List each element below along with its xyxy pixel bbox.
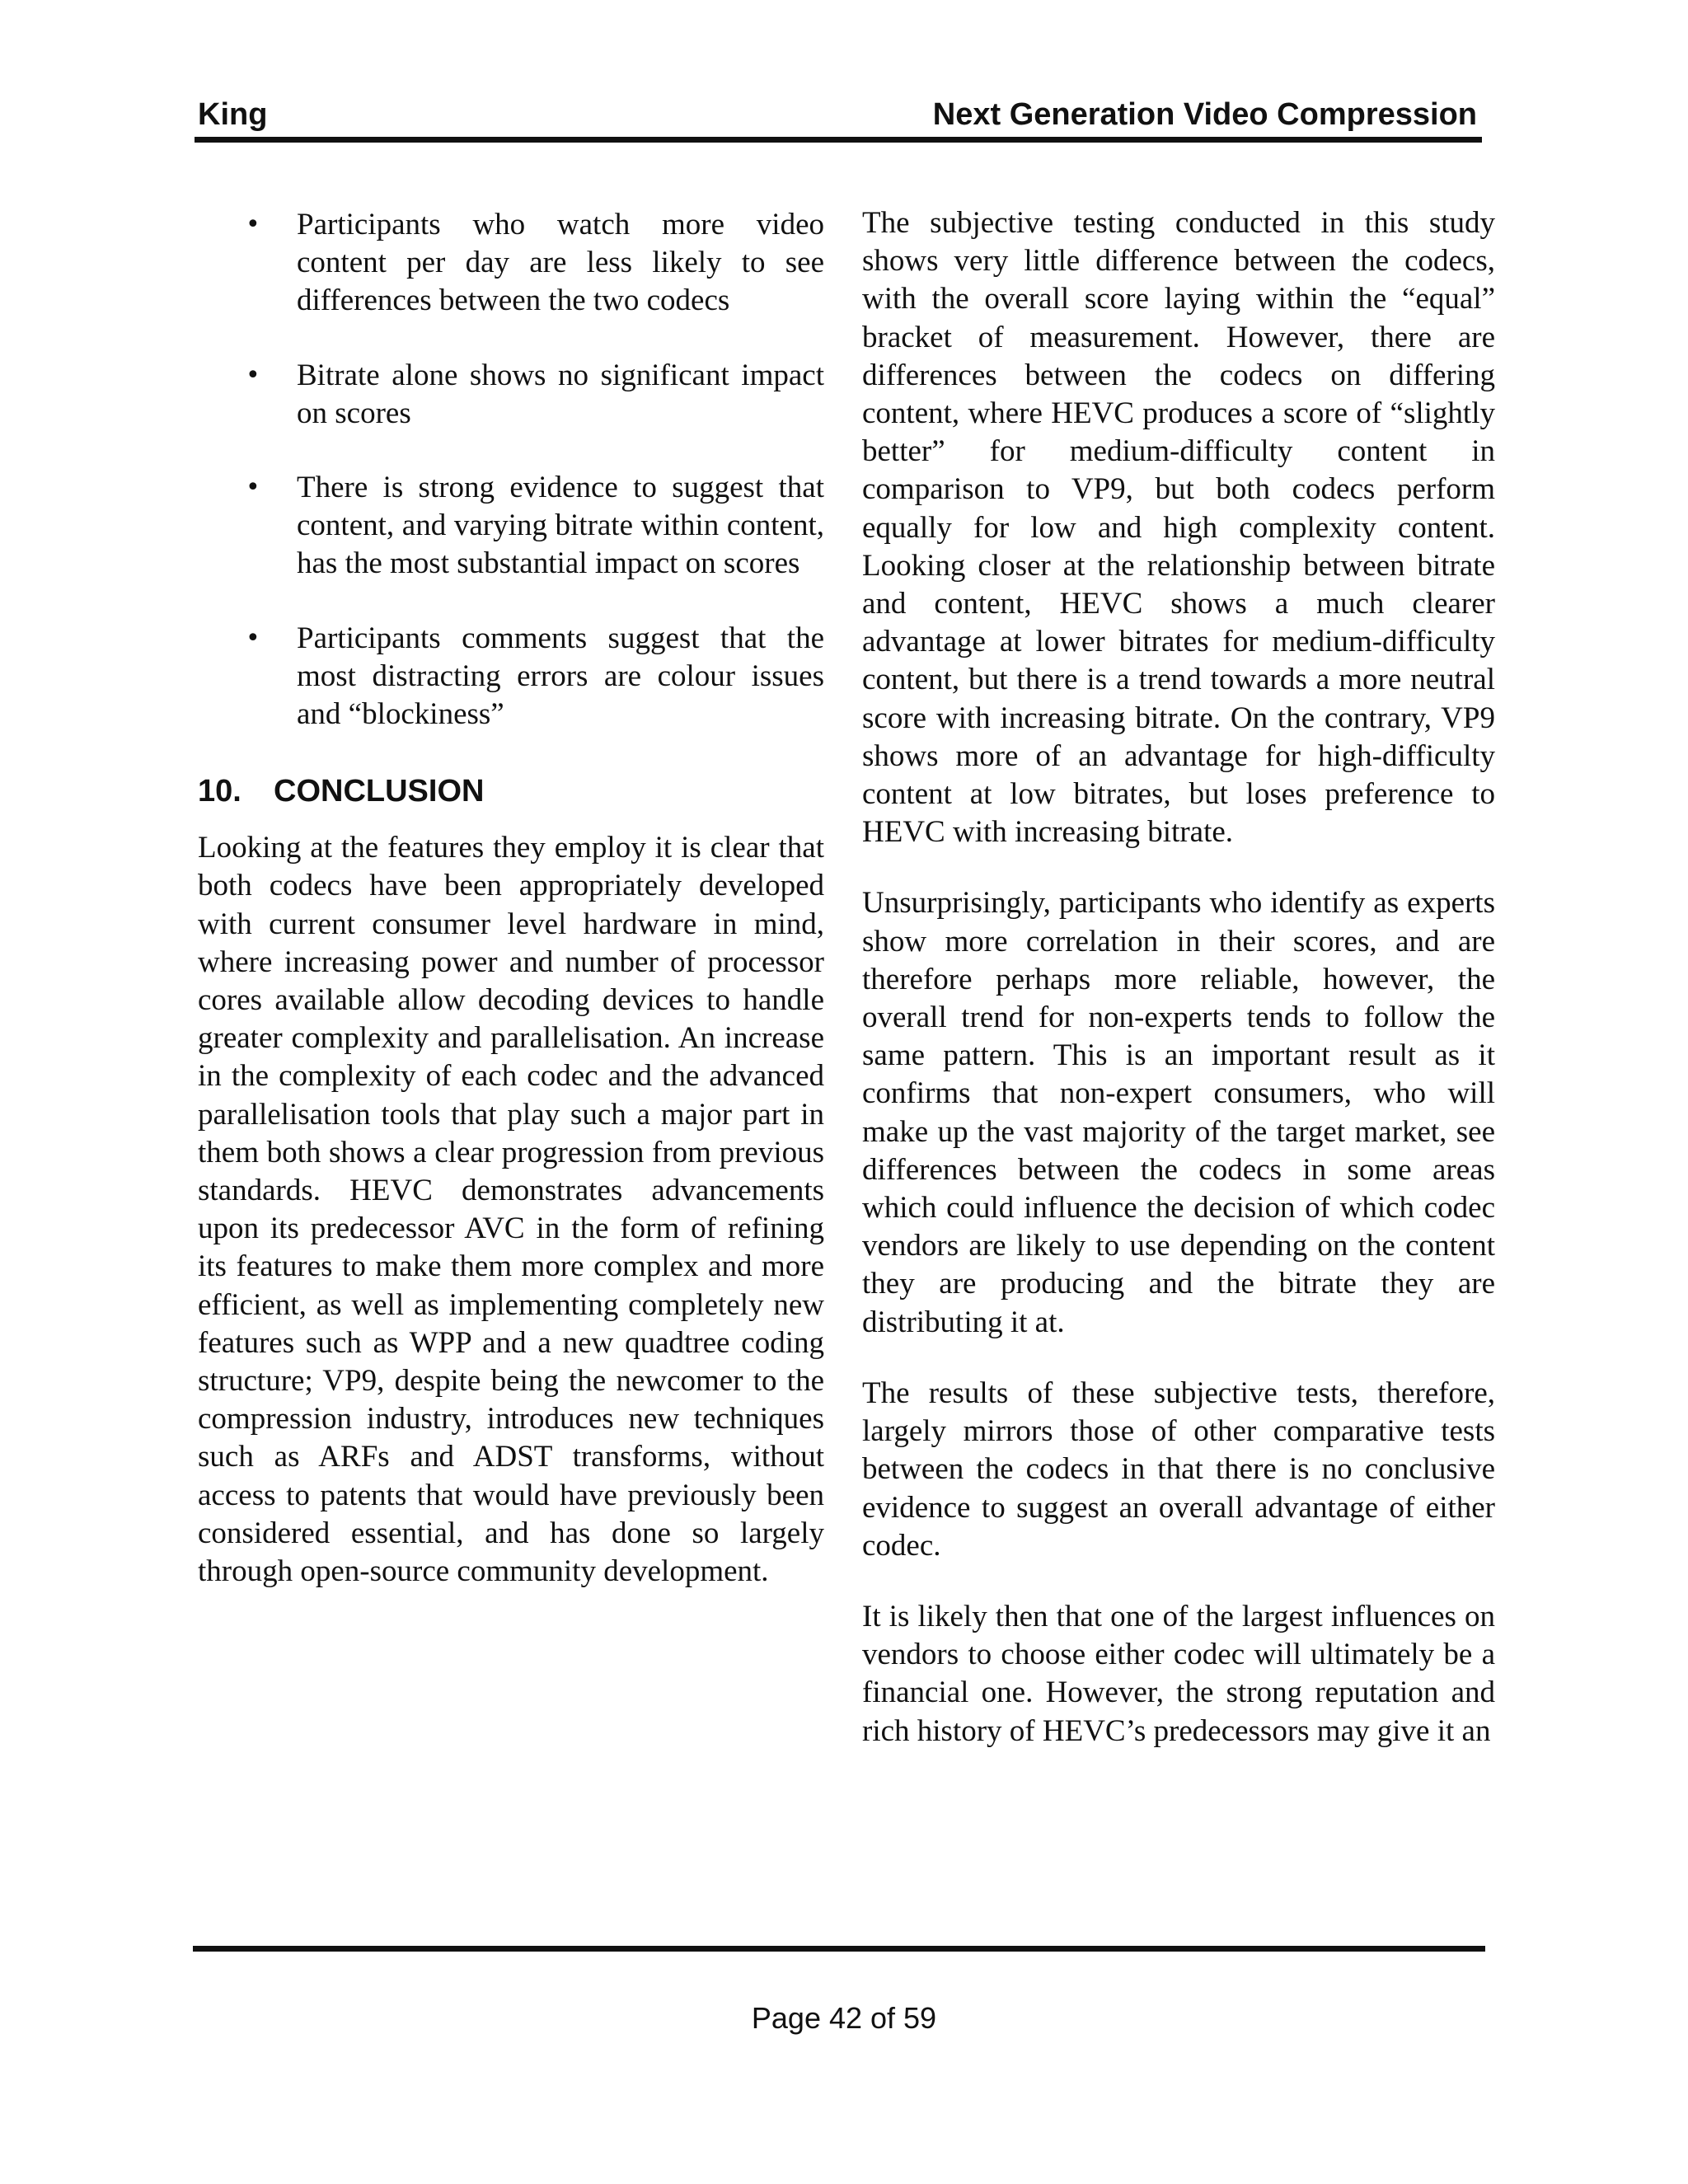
page-header [195, 97, 1480, 140]
bullet-icon: • [246, 623, 260, 653]
left-column [198, 206, 824, 1591]
footer-rule [193, 1946, 1485, 1952]
paragraph: It is likely then that one of the largest influences on vendors to choose either codec will ultimately be a financial one. However, the strong reputation and rich history of HEVC’s predecessors may give it an [862, 1599, 1495, 1748]
paragraph: The results of these subjective tests, therefore, largely mirrors those of other comparative tests between the codecs in that there is no conclusive evidence to suggest an overall advantage of either codec. [862, 1376, 1495, 1563]
header-title: Next Generation Video Compression [932, 97, 1477, 132]
header-rule [195, 137, 1482, 143]
list-item [198, 620, 824, 734]
list-item-text: There is strong evidence to suggest that content, and varying bitrate within content, has the most substantial impact on scores [297, 471, 824, 581]
list-item [198, 469, 824, 583]
bullet-icon: • [246, 210, 260, 239]
paragraph: Unsurprisingly, participants who identify as experts show more correlation in their scores, and are therefore perhaps more reliable, however, the overall trend for non-experts tends to follow the same pattern. This is an important result as it confirms that non-expert consumers, who will make up the vast majority of the target market, see differences between the codecs in some areas which could influence the decision of which codec vendors are likely to use depending on the content they are producing and the bitrate they are distributing it at. [862, 886, 1495, 1339]
list-item-text: Bitrate alone shows no significant impact on scores [297, 358, 824, 430]
section-title: CONCLUSION [274, 774, 485, 809]
section-number: 10. [198, 774, 241, 809]
list-item [198, 206, 824, 321]
list-item-text: Participants who watch more video content per day are less likely to see differences between the two codecs [297, 208, 824, 318]
findings-list [198, 206, 824, 733]
conclusion-paragraph: Looking at the features they employ it is clear that both codecs have been appropriately developed with current consumer level hardware in mind, where increasing power and number of processor cores available allow decoding devices to handle greater complexity and parallelisation. An increase in the complexity of each codec and the advanced parallelisation tools that play such a major part in them both shows a clear progression from previous standards. HEVC demonstrates advancements upon its predecessor AVC in the form of refining its features to make them more complex and more efficient, as well as implementing completely new features such as WPP and a new quadtree coding structure; VP9, despite being the newcomer to the compression industry, introduces new techniques such as ARFs and ADST transforms, without access to patents that would have previously been considered essential, and has done so largely through open-source community development. [198, 831, 824, 1589]
bullet-icon: • [246, 473, 260, 503]
section-heading [198, 770, 824, 813]
right-column [862, 204, 1495, 1750]
header-author: King [198, 97, 268, 132]
page-number: Page 42 of 59 [751, 2001, 937, 2035]
list-item-text: Participants comments suggest that the most distracting errors are colour issues and “blockiness” [297, 621, 824, 732]
list-item [198, 357, 824, 433]
paragraph: The subjective testing conducted in this study shows very little difference between the codecs, with the overall score laying within the “equal” bracket of measurement. However, there are differences between the codecs on differing content, where HEVC produces a score of “slightly better” for medium-difficulty content in comparison to VP9, but both codecs perform equally for low and high complexity content. Looking closer at the relationship between bitrate and content, HEVC shows a much clearer advantage at lower bitrates for medium-difficulty content, but there is a trend towards a more neutral score with increasing bitrate. On the contrary, VP9 shows more of an advantage for high-difficulty content at low bitrates, but loses preference to HEVC with increasing bitrate. [862, 206, 1495, 850]
bullet-icon: • [246, 360, 260, 390]
